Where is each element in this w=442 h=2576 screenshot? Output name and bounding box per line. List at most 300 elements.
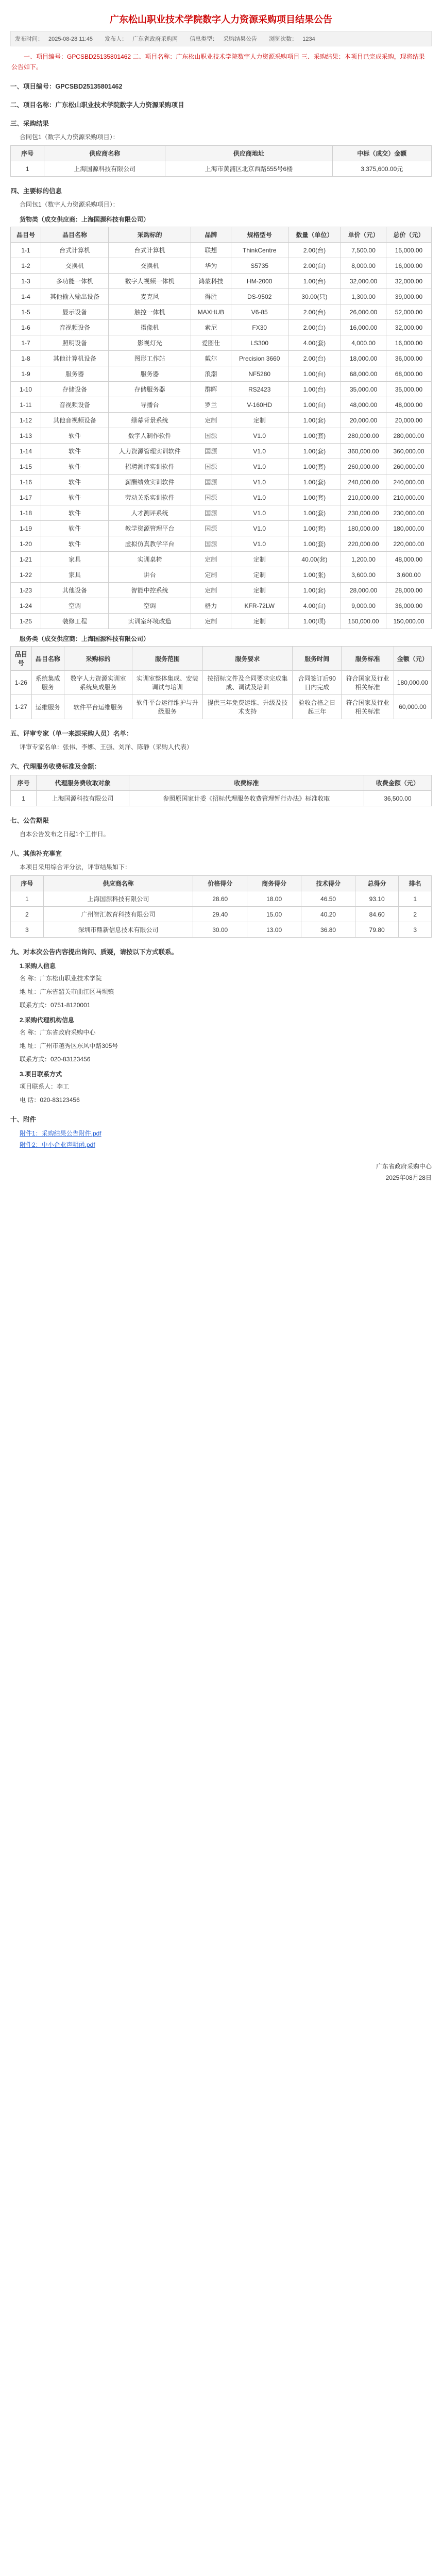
meta-bar <box>10 31 432 46</box>
goods-cell: 1,300.00 <box>341 289 386 304</box>
result-table <box>10 145 432 177</box>
goods-cell: 软件 <box>41 474 108 490</box>
goods-cell: HM-2000 <box>231 274 288 289</box>
goods-cell: V1.0 <box>231 459 288 474</box>
goods-cell: 交换机 <box>109 258 191 274</box>
service-table-wrap <box>10 646 432 719</box>
goods-row <box>11 444 432 459</box>
info-type: 信息类型： 采购结果公告 <box>190 36 258 42</box>
goods-cell: V-160HD <box>231 397 288 413</box>
goods-row <box>11 351 432 366</box>
goods-cell: 空调 <box>41 598 108 614</box>
score-row <box>11 922 432 938</box>
goods-cell: 1.00(张) <box>288 567 341 583</box>
goods-cell: 定制 <box>231 614 288 629</box>
score-cell: 13.00 <box>247 922 301 938</box>
section-result: 三、采购结果 <box>10 120 49 127</box>
goods-cell: 实训室环境改造 <box>109 614 191 629</box>
score-cell: 30.00 <box>193 922 247 938</box>
goods-table <box>10 227 432 629</box>
goods-cell: 空调 <box>109 598 191 614</box>
goods-cell: 1-11 <box>11 397 41 413</box>
goods-cell: 人才测评系统 <box>109 505 191 521</box>
goods-cell: 绿幕背景系统 <box>109 413 191 428</box>
goods-cell: V1.0 <box>231 521 288 536</box>
goods-cell: 薪酬绩效实训软件 <box>109 474 191 490</box>
result-header-cell: 序号 <box>11 146 44 161</box>
score-cell: 18.00 <box>247 891 301 907</box>
goods-cell: 1-14 <box>11 444 41 459</box>
goods-cell: 230,000.00 <box>386 505 432 521</box>
goods-cell: 3,600.00 <box>386 567 432 583</box>
goods-row <box>11 614 432 629</box>
score-header-cell: 供应商名称 <box>43 876 193 891</box>
goods-cell: 1.00(台) <box>288 397 341 413</box>
footer-org: 广东省政府采购中心 <box>376 1163 432 1170</box>
goods-row <box>11 289 432 304</box>
section-project-number: 一、项目编号：GPCSBD25135801462 <box>10 83 123 90</box>
goods-cell: 1-25 <box>11 614 41 629</box>
goods-header-cell: 品牌 <box>191 227 231 243</box>
goods-cell: 图形工作站 <box>109 351 191 366</box>
goods-cell: 210,000.00 <box>386 490 432 505</box>
score-header-cell: 价格得分 <box>193 876 247 891</box>
fee-cell: 36,500.00 <box>364 791 431 806</box>
section-fee: 六、代理服务收费标准及金额： <box>10 763 101 770</box>
goods-cell: 交换机 <box>41 258 108 274</box>
section-contacts: 九、对本次公告内容提出询问、质疑，请按以下方式联系。 <box>10 948 178 956</box>
goods-cell: 人力资源管理实训软件 <box>109 444 191 459</box>
goods-cell: 1-12 <box>11 413 41 428</box>
goods-row <box>11 583 432 598</box>
view-count: 浏览次数： 1234 <box>269 36 315 42</box>
goods-cell: 群晖 <box>191 382 231 397</box>
goods-cell: 数字人制作软件 <box>109 428 191 444</box>
goods-cell: 1.00(套) <box>288 474 341 490</box>
lead-summary: 一、项目编号：GPCSBD25135801462 二、项目名称：广东松山职业技术学院数字人力资源采购项目 三、采购结果：本项目已完成采购，现将结果公告如下。 <box>11 53 425 71</box>
goods-cell: 讲台 <box>109 567 191 583</box>
goods-cell: 招聘测评实训软件 <box>109 459 191 474</box>
goods-cell: 1.00(台) <box>288 274 341 289</box>
goods-cell: 1-20 <box>11 536 41 552</box>
goods-header-cell: 品目名称 <box>41 227 108 243</box>
goods-cell: 240,000.00 <box>341 474 386 490</box>
fee-header-cell: 代理服务费收取对象 <box>37 775 129 791</box>
score-cell: 3 <box>11 922 44 938</box>
fee-header-cell: 收费标准 <box>129 775 364 791</box>
score-cell: 1 <box>399 891 432 907</box>
goods-cell: 16,000.00 <box>386 335 432 351</box>
footer-signature <box>10 1161 432 1183</box>
goods-cell: V6-85 <box>231 304 288 320</box>
notice-period-text: 自本公告发布之日起1个工作日。 <box>20 831 110 838</box>
announcement-page <box>10 0 432 1183</box>
goods-cell: 1.00(台) <box>288 382 341 397</box>
goods-cell: 其他输入输出设备 <box>41 289 108 304</box>
result-cell: 1 <box>11 161 44 177</box>
goods-cell: 2.00(台) <box>288 243 341 258</box>
goods-cell: 1-16 <box>11 474 41 490</box>
goods-cell: NF5280 <box>231 366 288 382</box>
goods-cell: 260,000.00 <box>386 459 432 474</box>
goods-cell: 鸿蒙科技 <box>191 274 231 289</box>
goods-cell: 2.00(台) <box>288 351 341 366</box>
goods-cell: 数字人视频一体机 <box>109 274 191 289</box>
goods-cell: 软件 <box>41 428 108 444</box>
goods-cell: 1-2 <box>11 258 41 274</box>
goods-cell: 1-23 <box>11 583 41 598</box>
goods-cell: 8,000.00 <box>341 258 386 274</box>
goods-cell: 260,000.00 <box>341 459 386 474</box>
goods-row <box>11 382 432 397</box>
goods-row <box>11 274 432 289</box>
goods-cell: 照明设备 <box>41 335 108 351</box>
goods-row <box>11 490 432 505</box>
goods-cell: V1.0 <box>231 444 288 459</box>
service-cell: 180,000.00 <box>394 671 431 695</box>
goods-cell: 装修工程 <box>41 614 108 629</box>
goods-header-cell: 数量（单位） <box>288 227 341 243</box>
goods-cell: 36,000.00 <box>386 351 432 366</box>
goods-cell: V1.0 <box>231 474 288 490</box>
fee-header-cell: 序号 <box>11 775 37 791</box>
goods-header-cell: 单价（元） <box>341 227 386 243</box>
score-table-wrap <box>10 875 432 938</box>
goods-cell: 32,000.00 <box>386 274 432 289</box>
service-cell: 提供三年免费运维、升级及技术支持 <box>202 695 293 719</box>
goods-cell: 服务器 <box>41 366 108 382</box>
goods-cell: DS-9502 <box>231 289 288 304</box>
goods-cell: 1-8 <box>11 351 41 366</box>
goods-cell: 180,000.00 <box>341 521 386 536</box>
goods-cell: V1.0 <box>231 505 288 521</box>
goods-row <box>11 552 432 567</box>
goods-cell: 1-6 <box>11 320 41 335</box>
goods-cell: 1-18 <box>11 505 41 521</box>
goods-cell: 1,200.00 <box>341 552 386 567</box>
goods-cell: 240,000.00 <box>386 474 432 490</box>
section-supplement: 八、其他补充事宜 <box>10 850 62 857</box>
goods-cell: 28,000.00 <box>341 583 386 598</box>
goods-cell: 36,000.00 <box>386 598 432 614</box>
goods-cell: 虚拟仿真教学平台 <box>109 536 191 552</box>
goods-cell: 1.00(项) <box>288 614 341 629</box>
goods-cell: 48,000.00 <box>386 397 432 413</box>
goods-cell: Precision 3660 <box>231 351 288 366</box>
publisher: 发布人： 广东省政府采购网 <box>105 36 178 42</box>
score-cell: 2 <box>11 907 44 922</box>
service-cell: 验收合格之日起三年 <box>293 695 342 719</box>
goods-cell: 软件 <box>41 505 108 521</box>
goods-cell: 台式计算机 <box>41 243 108 258</box>
review-text: 评审专家名单：张伟、李娜、王强、刘洋、陈静（采购人代表） <box>20 743 193 751</box>
goods-cell: 国源 <box>191 505 231 521</box>
goods-cell: 35,000.00 <box>386 382 432 397</box>
score-cell: 1 <box>11 891 44 907</box>
service-row <box>11 695 432 719</box>
goods-cell: 3,600.00 <box>341 567 386 583</box>
goods-cell: 2.00(台) <box>288 304 341 320</box>
goods-cell: 戴尔 <box>191 351 231 366</box>
goods-cell: 230,000.00 <box>341 505 386 521</box>
goods-cell: 罗兰 <box>191 397 231 413</box>
goods-cell: 其他设备 <box>41 583 108 598</box>
goods-cell: 定制 <box>191 552 231 567</box>
attachment-link-2[interactable]: 附件2：中小企业声明函.pdf <box>20 1141 95 1148</box>
goods-cell: 存储服务器 <box>109 382 191 397</box>
goods-row <box>11 459 432 474</box>
score-cell: 84.60 <box>355 907 399 922</box>
buyer-name: 名 称：广东松山职业技术学院 <box>20 975 102 982</box>
goods-cell: 软件 <box>41 459 108 474</box>
goods-cell: 爱图仕 <box>191 335 231 351</box>
project-person: 项目联系人：李工 <box>20 1083 70 1090</box>
goods-cell: 280,000.00 <box>386 428 432 444</box>
score-row <box>11 891 432 907</box>
service-cell: 60,000.00 <box>394 695 431 719</box>
goods-cell: 30.00(只) <box>288 289 341 304</box>
goods-row <box>11 258 432 274</box>
score-cell: 29.40 <box>193 907 247 922</box>
goods-cell: 浪潮 <box>191 366 231 382</box>
goods-cell: 其他计算机设备 <box>41 351 108 366</box>
goods-cell: 国源 <box>191 521 231 536</box>
service-cell: 符合国家及行业相关标准 <box>342 695 394 719</box>
result-cell: 3,375,600.00元 <box>332 161 432 177</box>
section-project-name: 二、项目名称：广东松山职业技术学院数字人力资源采购项目 <box>10 101 184 109</box>
score-header-cell: 总得分 <box>355 876 399 891</box>
goods-cell: 280,000.00 <box>341 428 386 444</box>
goods-cell: 软件 <box>41 521 108 536</box>
goods-cell: 1.00(套) <box>288 521 341 536</box>
score-cell: 2 <box>399 907 432 922</box>
section-subject-info: 四、主要标的信息 <box>10 188 62 195</box>
goods-cell: 定制 <box>231 552 288 567</box>
service-header-cell: 品目名称 <box>31 647 64 671</box>
goods-cell: 定制 <box>231 567 288 583</box>
goods-cell: 1-3 <box>11 274 41 289</box>
goods-cell: 1-24 <box>11 598 41 614</box>
fee-table <box>10 775 432 806</box>
attachment-link-1[interactable]: 附件1：采购结果公告附件.pdf <box>20 1130 101 1137</box>
service-cell: 1-26 <box>11 671 32 695</box>
goods-cell: 1-1 <box>11 243 41 258</box>
goods-cell: 定制 <box>191 567 231 583</box>
goods-cell: 智能中控系统 <box>109 583 191 598</box>
service-cell: 系统集成服务 <box>31 671 64 695</box>
goods-cell: 4,000.00 <box>341 335 386 351</box>
goods-cell: 180,000.00 <box>386 521 432 536</box>
score-cell: 79.80 <box>355 922 399 938</box>
score-header-cell: 序号 <box>11 876 44 891</box>
goods-cell: 劳动关系实训软件 <box>109 490 191 505</box>
goods-cell: 国源 <box>191 444 231 459</box>
goods-cell: MAXHUB <box>191 304 231 320</box>
subject-subheading: 合同包1（数字人力资源采购项目）： <box>20 201 119 208</box>
goods-cell: 华为 <box>191 258 231 274</box>
goods-cell: 52,000.00 <box>386 304 432 320</box>
goods-cell: 1-13 <box>11 428 41 444</box>
service-header-cell: 服务标准 <box>342 647 394 671</box>
goods-cell: 1.00(套) <box>288 413 341 428</box>
section-notice-period: 七、公告期限 <box>10 817 49 824</box>
goods-cell: 格力 <box>191 598 231 614</box>
goods-cell: V1.0 <box>231 428 288 444</box>
goods-cell: 68,000.00 <box>341 366 386 382</box>
goods-cell: 定制 <box>191 614 231 629</box>
result-header-cell: 供应商名称 <box>44 146 165 161</box>
goods-cell: 国源 <box>191 459 231 474</box>
score-table <box>10 875 432 938</box>
score-cell: 40.20 <box>301 907 355 922</box>
goods-cell: 48,000.00 <box>341 397 386 413</box>
agency-address: 地 址：广州市越秀区东风中路305号 <box>20 1042 118 1049</box>
goods-cell: 2.00(台) <box>288 258 341 274</box>
fee-cell: 1 <box>11 791 37 806</box>
goods-cell: 定制 <box>191 413 231 428</box>
goods-cell: 摄像机 <box>109 320 191 335</box>
goods-subheading: 货物类（成交供应商：上海国源科技有限公司） <box>20 216 150 223</box>
goods-cell: RS2423 <box>231 382 288 397</box>
score-cell: 46.50 <box>301 891 355 907</box>
service-cell: 运维服务 <box>31 695 64 719</box>
goods-row <box>11 428 432 444</box>
buyer-contact: 联系方式：0751-8120001 <box>20 1002 91 1009</box>
goods-row <box>11 567 432 583</box>
goods-table-wrap <box>10 227 432 629</box>
goods-cell: LS300 <box>231 335 288 351</box>
goods-cell: 16,000.00 <box>341 320 386 335</box>
fee-cell: 上海国源科技有限公司 <box>37 791 129 806</box>
goods-row <box>11 474 432 490</box>
goods-cell: 定制 <box>231 583 288 598</box>
service-header-cell: 采购标的 <box>64 647 132 671</box>
score-cell: 上海国源科技有限公司 <box>43 891 193 907</box>
project-contact-heading: 3.项目联系方式 <box>20 1071 62 1078</box>
goods-cell: 220,000.00 <box>386 536 432 552</box>
score-row <box>11 907 432 922</box>
goods-cell: 实训桌椅 <box>109 552 191 567</box>
service-header-cell: 品目号 <box>11 647 32 671</box>
goods-row <box>11 243 432 258</box>
goods-cell: 32,000.00 <box>341 274 386 289</box>
footer-date: 2025年08月28日 <box>385 1174 432 1181</box>
project-phone: 电 话：020-83123456 <box>20 1096 80 1104</box>
agency-contact: 联系方式：020-83123456 <box>20 1056 91 1063</box>
goods-row <box>11 536 432 552</box>
goods-cell: 1-5 <box>11 304 41 320</box>
goods-cell: 26,000.00 <box>341 304 386 320</box>
attachment-list <box>20 1128 432 1150</box>
service-cell: 按招标文件及合同要求完成集成、调试及培训 <box>202 671 293 695</box>
goods-row <box>11 304 432 320</box>
goods-cell: 1.00(套) <box>288 490 341 505</box>
goods-cell: 家具 <box>41 552 108 567</box>
goods-cell: 1-21 <box>11 552 41 567</box>
service-header-cell: 金额（元） <box>394 647 431 671</box>
score-header-cell: 技术得分 <box>301 876 355 891</box>
goods-cell: V1.0 <box>231 490 288 505</box>
score-cell: 28.60 <box>193 891 247 907</box>
goods-cell: 7,500.00 <box>341 243 386 258</box>
goods-cell: 软件 <box>41 444 108 459</box>
goods-cell: ThinkCentre <box>231 243 288 258</box>
goods-cell: 导播台 <box>109 397 191 413</box>
service-table <box>10 646 432 719</box>
service-cell: 符合国家及行业相关标准 <box>342 671 394 695</box>
page-title: 广东松山职业技术学院数字人力资源采购项目结果公告 <box>110 14 332 25</box>
goods-row <box>11 413 432 428</box>
score-header-cell: 排名 <box>399 876 432 891</box>
goods-cell: 220,000.00 <box>341 536 386 552</box>
goods-row <box>11 521 432 536</box>
goods-cell: KFR-72LW <box>231 598 288 614</box>
goods-cell: 4.00(套) <box>288 335 341 351</box>
goods-cell: 48,000.00 <box>386 552 432 567</box>
goods-cell: 多功能一体机 <box>41 274 108 289</box>
fee-cell: 参照原国家计委《招标代理服务收费管理暂行办法》标准收取 <box>129 791 364 806</box>
buyer-address: 地 址：广东省韶关市曲江区马坝镇 <box>20 988 114 995</box>
fee-header-cell: 收费金额（元） <box>364 775 431 791</box>
goods-cell: 20,000.00 <box>341 413 386 428</box>
score-cell: 3 <box>399 922 432 938</box>
goods-cell: 教学资源管理平台 <box>109 521 191 536</box>
section-review: 五、评审专家（单一来源采购人员）名单： <box>10 730 133 737</box>
score-cell: 36.80 <box>301 922 355 938</box>
goods-row <box>11 397 432 413</box>
fee-table-wrap <box>10 775 432 806</box>
goods-cell: 显示设备 <box>41 304 108 320</box>
goods-row <box>11 320 432 335</box>
goods-cell: 1.00(套) <box>288 505 341 521</box>
goods-cell: 1.00(套) <box>288 459 341 474</box>
goods-cell: 1.00(套) <box>288 583 341 598</box>
goods-cell: 定制 <box>191 583 231 598</box>
goods-cell: 定制 <box>231 413 288 428</box>
service-header-cell: 服务要求 <box>202 647 293 671</box>
goods-cell: 1-17 <box>11 490 41 505</box>
fee-row <box>11 791 432 806</box>
service-cell: 软件平台运维服务 <box>64 695 132 719</box>
result-header-cell: 供应商地址 <box>165 146 332 161</box>
goods-cell: 软件 <box>41 490 108 505</box>
goods-cell: 1-22 <box>11 567 41 583</box>
score-cell: 15.00 <box>247 907 301 922</box>
supplement-text: 本项目采用综合评分法，评审结果如下： <box>20 863 131 871</box>
goods-row <box>11 505 432 521</box>
goods-cell: 触控一体机 <box>109 304 191 320</box>
goods-cell: 1-7 <box>11 335 41 351</box>
section-attachments: 十、附件 <box>10 1116 37 1123</box>
agency-name: 名 称：广东省政府采购中心 <box>20 1029 96 1036</box>
goods-cell: 影视灯光 <box>109 335 191 351</box>
goods-cell: 18,000.00 <box>341 351 386 366</box>
goods-cell: 索尼 <box>191 320 231 335</box>
goods-row <box>11 335 432 351</box>
goods-cell: 40.00(套) <box>288 552 341 567</box>
goods-cell: 1-4 <box>11 289 41 304</box>
goods-cell: 68,000.00 <box>386 366 432 382</box>
service-cell: 1-27 <box>11 695 32 719</box>
goods-header-cell: 品目号 <box>11 227 41 243</box>
goods-cell: 麦克风 <box>109 289 191 304</box>
goods-cell: 150,000.00 <box>341 614 386 629</box>
service-cell: 实训室整体集成、安装调试与培训 <box>132 671 202 695</box>
goods-cell: 存储设备 <box>41 382 108 397</box>
goods-cell: 台式计算机 <box>109 243 191 258</box>
goods-cell: 15,000.00 <box>386 243 432 258</box>
goods-cell: 4.00(台) <box>288 598 341 614</box>
